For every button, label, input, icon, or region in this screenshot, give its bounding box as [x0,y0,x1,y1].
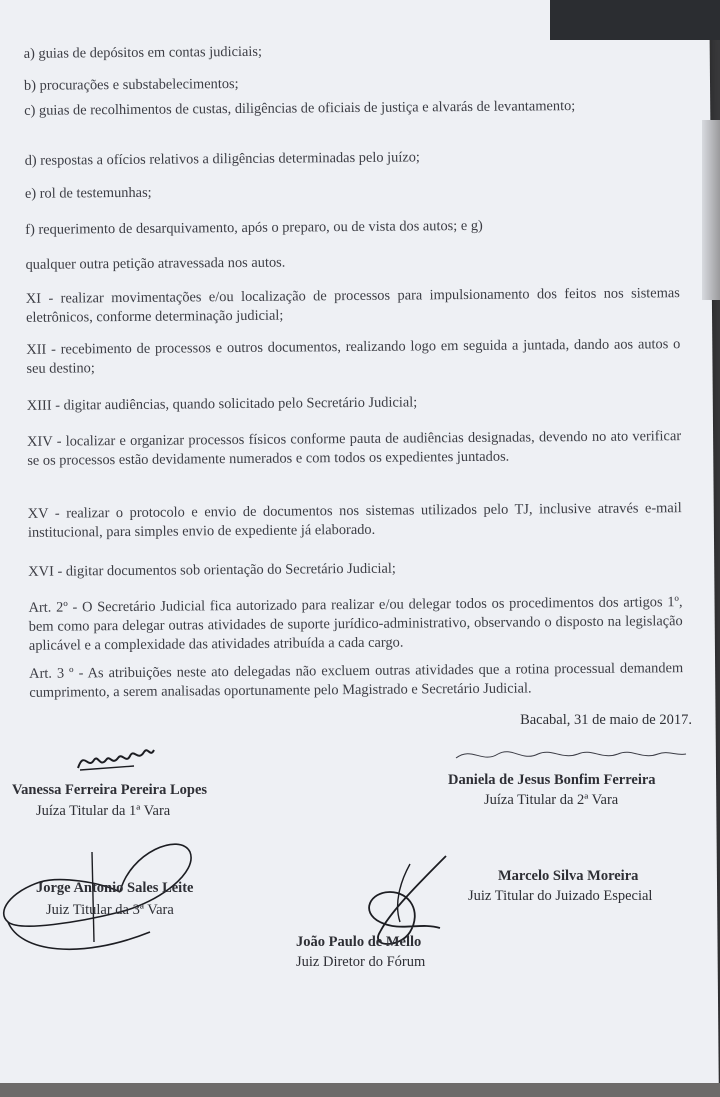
background-bottom [0,1083,720,1097]
signatory-2-name: Daniela de Jesus Bonfim Ferreira [448,772,656,788]
item-xiii: XIII - digitar audiências, quando solicitado pelo Secretário Judicial; [26,394,418,414]
article-3: Art. 3 º - As atribuições neste ato delegadas não excluem outras atividades que a rotina processual demandem cumprimento, a serem analisadas oportunamente pelo Magistrado e Secretário Judicial. [29,660,684,701]
signatory-5-role: Juiz Diretor do Fórum [296,954,426,970]
signatory-3-role: Juiz Titular da 3ª Vara [46,902,174,918]
signature-daniela [452,744,692,766]
page-edge-shadow [702,120,720,300]
item-xiv: XIV - localizar e organizar processos físicos conforme pauta de audiências designadas, devendo no ato verificar se os processos estão devidamente numerados e com todos os expedientes juntados. [27,428,682,469]
item-e: e) rol de testemunhas; [24,184,152,202]
signature-jorge [0,832,200,964]
signatory-1-role: Juíza Titular da 1ª Vara [36,803,171,819]
article-2: Art. 2º - O Secretário Judicial fica autorizado para realizar e/ou delegar todos os procedimentos dos artigos 1º, bem como para delegar outras atividades de suporte jurídico-administrativo, observando o disposto na legislação aplicável e a complexidade das atividades atribuída a cada cargo. [28,594,683,654]
signatory-5-name: João Paulo de Mello [296,934,422,950]
background-corner [550,0,720,40]
item-xvi: XVI - digitar documentos sob orientação do Secretário Judicial; [28,560,396,580]
item-xii: XII - recebimento de processos e outros documentos, realizando logo em seguida a juntada, dando aos autos o seu destino; [26,336,681,377]
item-f: f) requerimento de desarquivamento, após o preparo, ou de vista dos autos; e g) [25,217,483,238]
signature-vanessa [74,740,164,780]
item-xi: XI - realizar movimentações e/ou localização de processos para impulsionamento dos feitos nos sistemas eletrônicos, conforme determinação judicial; [25,285,680,326]
item-c: c) guias de recolhimentos de custas, diligências de oficiais de justiça e alvarás de levantamento; [24,98,576,119]
item-a: a) guias de depósitos em contas judiciais; [23,43,262,62]
item-b: b) procurações e substabelecimentos; [23,75,239,94]
item-xv: XV - realizar o protocolo e envio de documentos nos sistemas utilizados pelo TJ, inclusive através e-mail institucional, para simples envio de expediente já elaborado. [27,500,682,541]
signatory-4-name: Marcelo Silva Moreira [498,868,639,884]
document-date: Bacabal, 31 de maio de 2017. [520,712,692,728]
signatory-2-role: Juíza Titular da 2ª Vara [484,792,619,808]
item-g: qualquer outra petição atravessada nos autos. [25,254,286,273]
signatory-3-name: Jorge Antonio Sales Leite [36,880,194,896]
signatory-4-role: Juiz Titular do Juizado Especial [468,888,653,904]
item-d: d) respostas a ofícios relativos a diligências determinadas pelo juízo; [24,149,420,169]
signatory-1-name: Vanessa Ferreira Pereira Lopes [12,782,208,798]
